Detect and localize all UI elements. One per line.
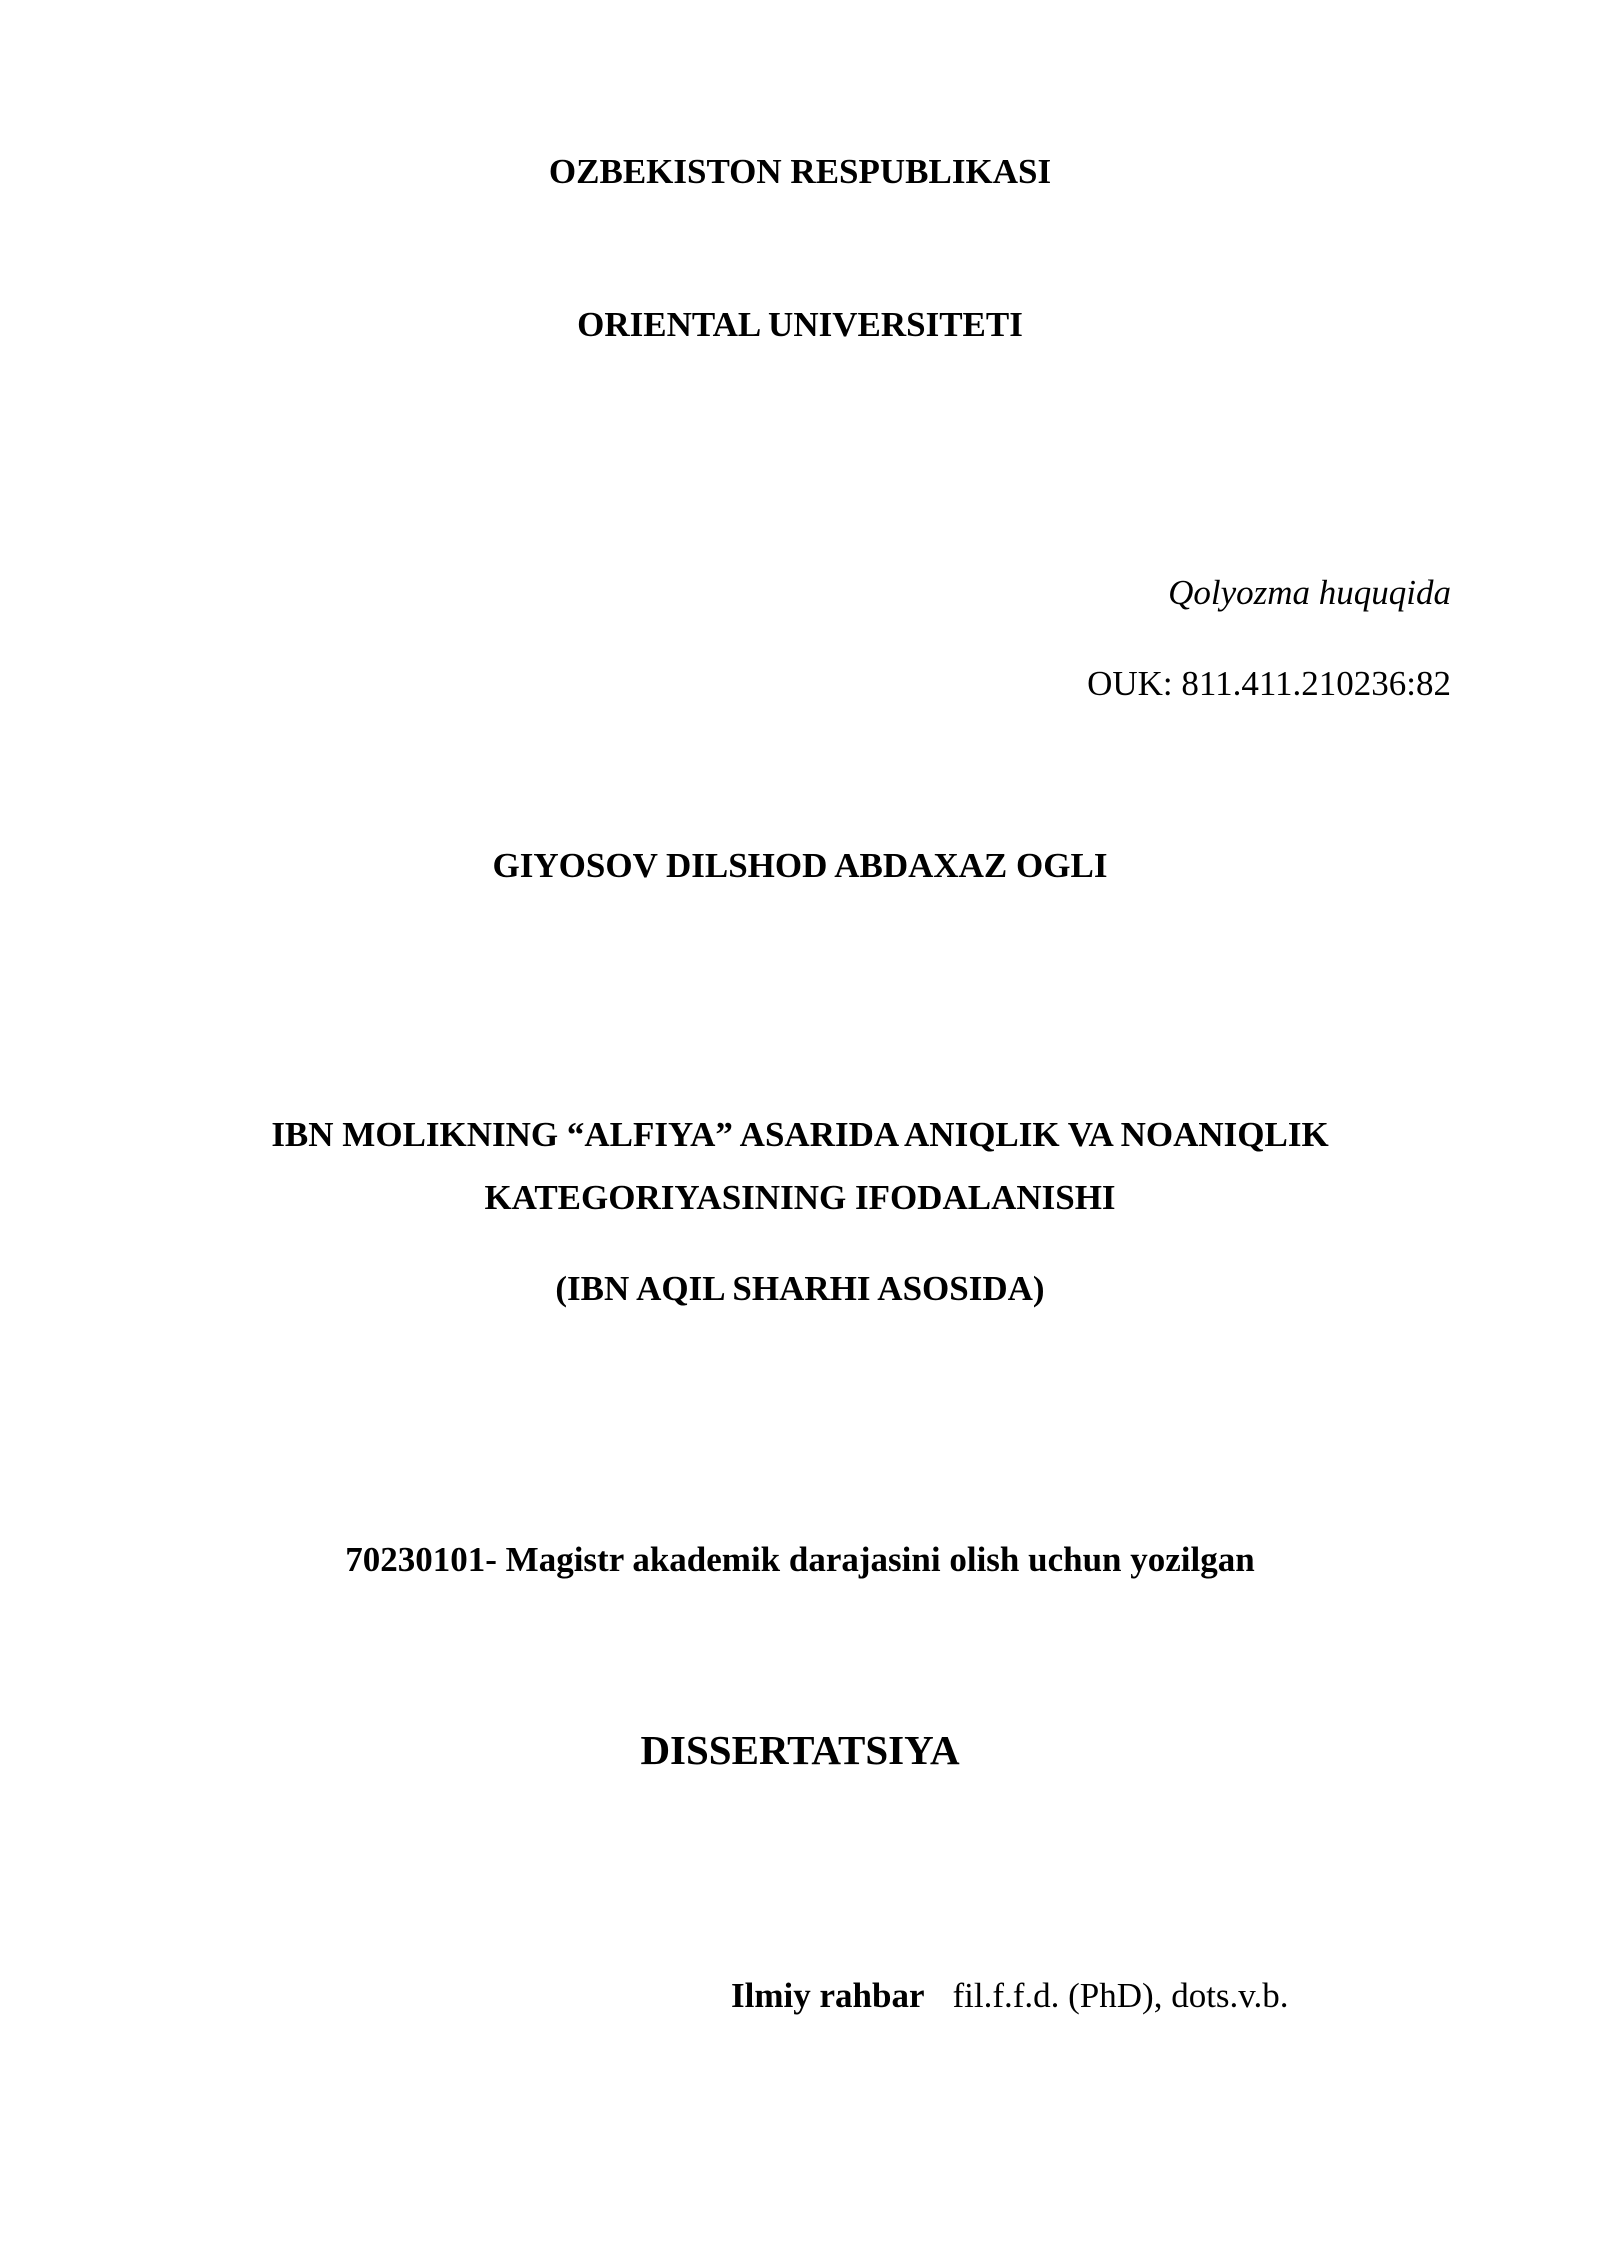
document-type: DISSERTATSIYA [640, 1727, 960, 1773]
thesis-title-line-2: KATEGORIYASINING IFODALANISHI [484, 1178, 1116, 1217]
thesis-title-line-1: IBN MOLIKNING “ALFIYA” ASARIDA ANIQLIK VA NOANIQLIK [271, 1115, 1329, 1154]
country-heading: OZBEKISTON RESPUBLIKASI [548, 152, 1052, 191]
university-heading: ORIENTAL UNIVERSITETI [577, 305, 1023, 344]
supervisor-label: Ilmiy rahbar [731, 1976, 925, 2015]
udc-code: OUK: 811.411.210236:82 [1087, 664, 1451, 703]
supervisor-value: fil.f.f.d. (PhD), dots.v.b. [952, 1976, 1289, 2015]
manuscript-note: Qolyozma huquqida [1168, 573, 1451, 612]
degree-statement: 70230101- Magistr akademik darajasini olish uchun yozilgan [345, 1540, 1255, 1579]
thesis-subtitle: (IBN AQIL SHARHI ASOSIDA) [555, 1269, 1045, 1308]
supervisor-line [731, 1977, 1289, 2016]
author-name: GIYOSOV DILSHOD ABDAXAZ OGLI [492, 846, 1108, 885]
